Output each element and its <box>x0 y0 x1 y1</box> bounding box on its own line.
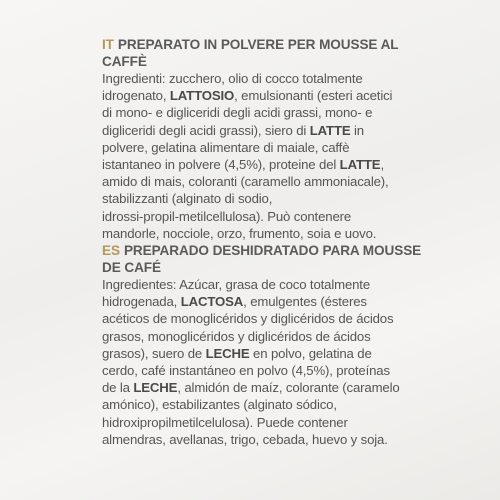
ingredient-text: idrogenato, <box>102 88 170 104</box>
allergen-text: LATTOSIO <box>169 88 235 104</box>
ingredient-text: , <box>380 157 384 173</box>
ingredient-text: mandorle, nocciole, orzo, frumento, soia e uovo. <box>102 225 377 241</box>
spanish-lang-code: ES <box>102 243 120 258</box>
ingredient-text: grasos), suero de <box>102 345 206 361</box>
ingredient-line <box>102 328 432 345</box>
ingredient-line <box>102 173 432 190</box>
ingredient-line <box>102 208 432 225</box>
ingredient-line <box>102 396 432 413</box>
ingredient-line <box>102 87 432 104</box>
ingredient-text: grasos, monoglicéridos y diglicéridos de ácidos <box>102 328 371 344</box>
ingredient-text: Ingredientes: Azúcar, grasa de coco totalmente <box>102 277 371 292</box>
ingredient-line <box>102 379 432 396</box>
ingredient-line <box>102 104 432 121</box>
allergen-text: LATTE <box>309 122 351 138</box>
ingredient-line <box>102 293 432 310</box>
italian-section <box>102 36 432 242</box>
ingredient-text: in <box>350 122 364 138</box>
ingredient-text: , almidón de maíz, colorante (caramelo <box>177 380 400 396</box>
ingredient-line <box>102 70 432 87</box>
italian-title <box>102 36 432 70</box>
ingredient-text: di mono- e digliceridi degli acidi grassi, mono- e <box>102 105 373 121</box>
ingredient-text: stabilizzanti (alginato di sodio, <box>102 191 273 207</box>
ingredient-line <box>102 139 432 156</box>
spanish-title-line2: DE CAFÉ <box>102 260 161 275</box>
spanish-ingredients <box>102 276 432 448</box>
allergen-text: LATTE <box>339 157 381 173</box>
ingredient-line <box>102 362 432 379</box>
ingredient-text: istantaneo in polvere (4,5%), proteine del <box>102 157 340 173</box>
ingredient-line <box>102 156 432 173</box>
ingredient-text: , emulsionanti (esteri acetici <box>234 88 393 104</box>
ingredient-text: , emulgentes (ésteres <box>243 294 367 310</box>
ingredient-text: idrossi-propil-metilcellulosa). Può contenere <box>102 208 352 224</box>
ingredient-line <box>102 310 432 327</box>
ingredient-text: de la <box>102 380 134 396</box>
italian-ingredients <box>102 70 432 242</box>
spanish-title-line1: PREPARADO DESHIDRATADO PARA MOUSSE <box>123 243 422 258</box>
spanish-section <box>102 242 432 448</box>
ingredient-text: cerdo, café instantáneo en polvo (4,5%), proteínas <box>102 363 390 379</box>
ingredient-line <box>102 190 432 207</box>
ingredient-text: Ingredienti: zucchero, olio di cocco totalmente <box>102 71 363 86</box>
ingredient-text: almendras, avellanas, trigo, cebada, huevo y soja. <box>102 431 388 447</box>
spanish-title <box>102 242 432 276</box>
italian-title-text: PREPARATO IN POLVERE PER MOUSSE AL CAFFÈ <box>102 37 399 69</box>
ingredient-text: hidrogenada, <box>102 294 181 310</box>
ingredient-text: hidroxipropilmetilcelulosa). Puede contener <box>102 414 348 430</box>
ingredient-text: amido di mais, coloranti (caramello ammoniacale), <box>102 174 389 190</box>
allergen-text: LECHE <box>133 380 178 396</box>
ingredient-line <box>102 414 432 431</box>
ingredient-line <box>102 122 432 139</box>
allergen-text: LECHE <box>205 345 250 361</box>
ingredient-text: digliceridi degli acidi grassi), siero di <box>102 122 310 138</box>
ingredient-text: en polvo, gelatina de <box>249 345 372 361</box>
ingredient-line <box>102 345 432 362</box>
allergen-text: LACTOSA <box>180 294 244 310</box>
ingredient-text: amónico), estabilizantes (alginato sódico, <box>102 397 337 413</box>
ingredient-text: polvere, gelatina alimentare di maiale, caffè <box>102 139 350 155</box>
italian-lang-code: IT <box>102 37 114 52</box>
ingredient-text: acéticos de monoglicéridos y diglicéridos de ácidos <box>102 311 394 327</box>
ingredient-line <box>102 276 432 293</box>
ingredient-line <box>102 431 432 448</box>
ingredient-line <box>102 225 432 242</box>
